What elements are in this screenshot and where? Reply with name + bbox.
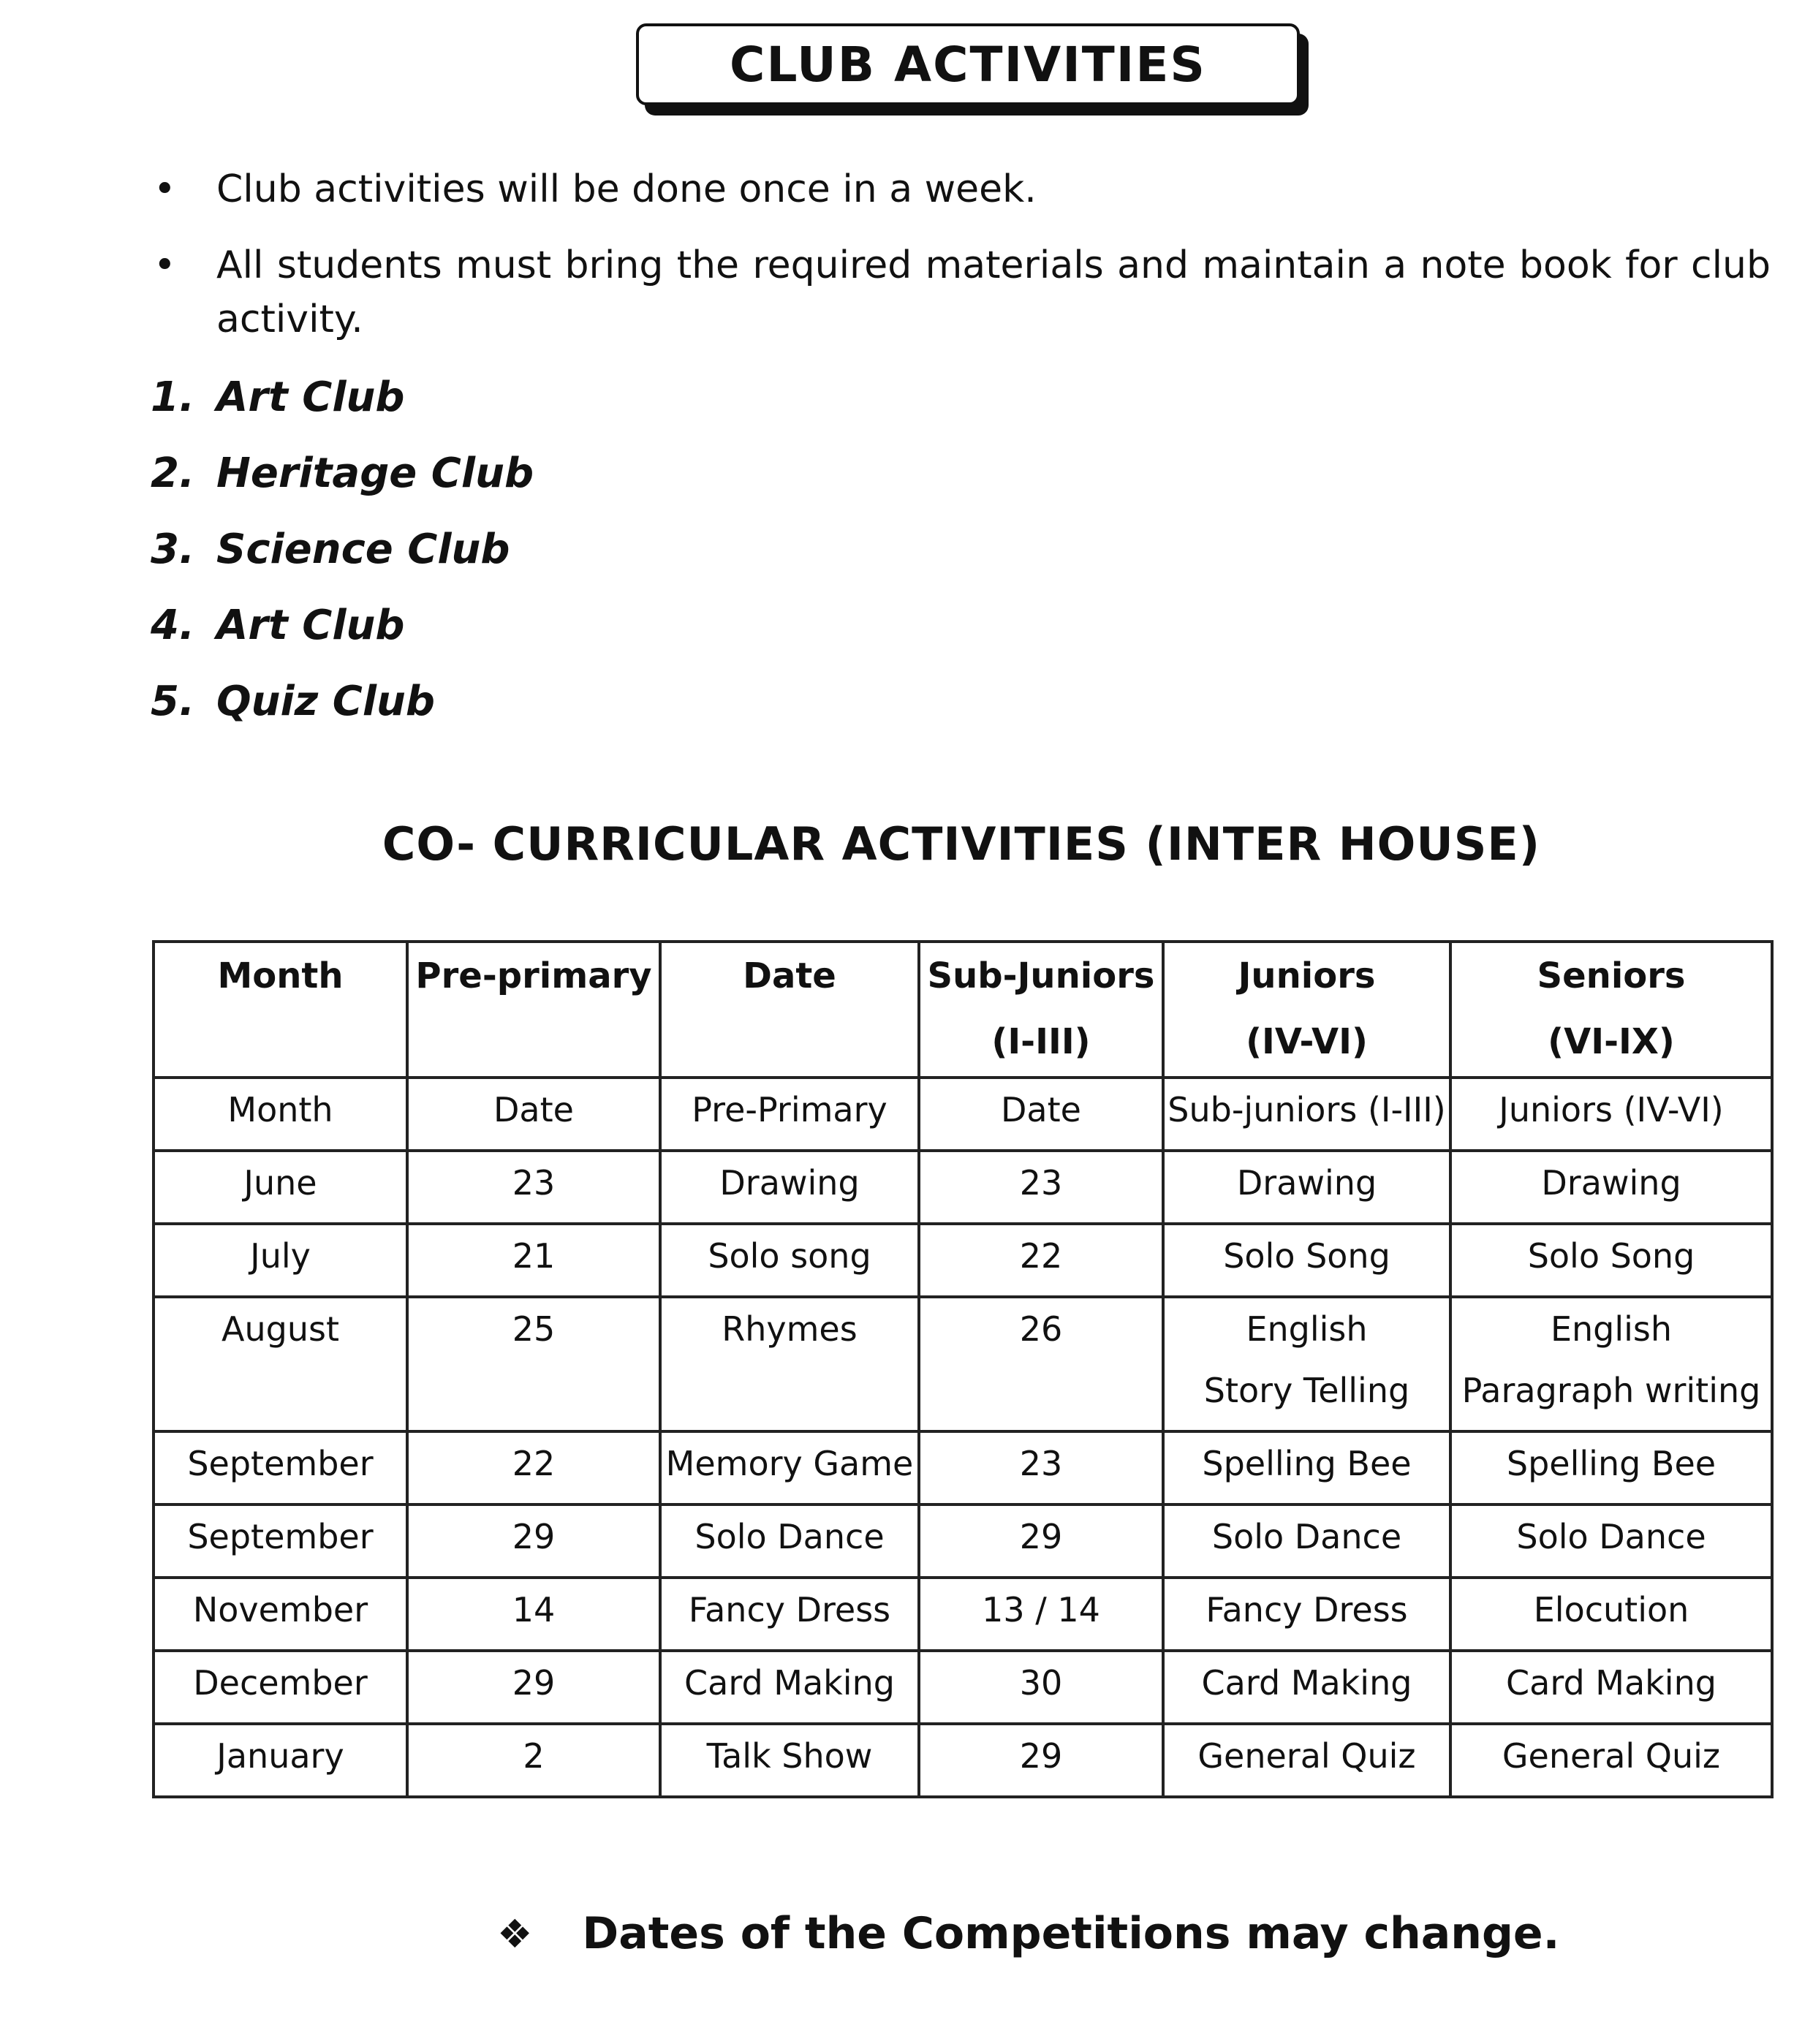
- table-cell: Month: [154, 1078, 407, 1151]
- table-cell: Drawing: [1450, 1151, 1772, 1224]
- bullet-dot-icon: •: [154, 243, 176, 287]
- table-cell: 13 / 14: [919, 1578, 1163, 1651]
- table-cell: Solo song: [660, 1224, 919, 1297]
- bullet-dot-icon: •: [154, 167, 176, 211]
- table-cell: Spelling Bee: [1450, 1431, 1772, 1504]
- header-juniors: Juniors (IV-VI): [1163, 942, 1450, 1078]
- club-item: [151, 673, 534, 749]
- club-name: Art Club: [216, 602, 405, 649]
- table-cell: Solo Song: [1163, 1224, 1450, 1297]
- club-name: Heritage Club: [216, 450, 534, 497]
- table-cell: Sub-juniors (I-III): [1163, 1078, 1450, 1151]
- table-cell: General Quiz: [1163, 1724, 1450, 1797]
- table-cell: 2: [407, 1724, 660, 1797]
- table-cell: Drawing: [660, 1151, 919, 1224]
- bullet-text: Club activities will be done once in a week.: [216, 167, 1037, 211]
- table-cell: 29: [407, 1651, 660, 1724]
- table-cell: January: [154, 1724, 407, 1797]
- table-cell: Date: [407, 1078, 660, 1151]
- table-cell: Date: [919, 1078, 1163, 1151]
- table-row: [154, 1151, 1772, 1224]
- table-row: [154, 1504, 1772, 1578]
- header-month: Month: [154, 942, 407, 1078]
- table-cell: Card Making: [1163, 1651, 1450, 1724]
- activities-table: [152, 940, 1774, 1798]
- table-cell: English Story Telling: [1163, 1297, 1450, 1431]
- table-cell: Card Making: [660, 1651, 919, 1724]
- table-row: [154, 1297, 1772, 1431]
- table-cell: 23: [919, 1431, 1163, 1504]
- table-cell: 29: [919, 1504, 1163, 1578]
- table-cell: Solo Song: [1450, 1224, 1772, 1297]
- club-item: [151, 444, 534, 521]
- table-cell: 25: [407, 1297, 660, 1431]
- table-cell: July: [154, 1224, 407, 1297]
- club-number: 4.: [151, 602, 195, 649]
- table-cell: General Quiz: [1450, 1724, 1772, 1797]
- table-cell: Talk Show: [660, 1724, 919, 1797]
- table-row: [154, 1651, 1772, 1724]
- table-cell: 21: [407, 1224, 660, 1297]
- club-number: 5.: [151, 678, 195, 725]
- header-pre-primary: Pre-primary: [407, 942, 660, 1078]
- table-body: [154, 1078, 1772, 1797]
- club-name: Quiz Club: [216, 678, 436, 725]
- diamond-bullet-icon: ❖: [497, 1910, 533, 1957]
- table-cell: August: [154, 1297, 407, 1431]
- table-row: [154, 1224, 1772, 1297]
- table-cell: Solo Dance: [660, 1504, 919, 1578]
- table-cell: English Paragraph writing: [1450, 1297, 1772, 1431]
- table-header-row: [154, 942, 1772, 1078]
- table-row: [154, 1431, 1772, 1504]
- club-list: [151, 368, 534, 749]
- table-cell: Solo Dance: [1450, 1504, 1772, 1578]
- page-title: CLUB ACTIVITIES: [730, 36, 1206, 93]
- intro-bullets: [151, 162, 1771, 368]
- table-cell: Spelling Bee: [1163, 1431, 1450, 1504]
- table-row: [154, 1724, 1772, 1797]
- table-row: [154, 1578, 1772, 1651]
- header-seniors: Seniors (VI-IX): [1450, 942, 1772, 1078]
- club-item: [151, 521, 534, 597]
- footer-note: [497, 1908, 1559, 1959]
- table-cell: Solo Dance: [1163, 1504, 1450, 1578]
- table-cell: December: [154, 1651, 407, 1724]
- table-row: [154, 1078, 1772, 1151]
- table-cell: Drawing: [1163, 1151, 1450, 1224]
- title-box: [636, 23, 1300, 105]
- header-date: Date: [660, 942, 919, 1078]
- table-cell: Fancy Dress: [1163, 1578, 1450, 1651]
- table-cell: November: [154, 1578, 407, 1651]
- club-number: 3.: [151, 526, 195, 573]
- table-cell: September: [154, 1431, 407, 1504]
- table-cell: Pre-Primary: [660, 1078, 919, 1151]
- table-cell: Memory Game: [660, 1431, 919, 1504]
- table-cell: June: [154, 1151, 407, 1224]
- section-title: CO- CURRICULAR ACTIVITIES (INTER HOUSE): [382, 817, 1541, 871]
- footer-note-text: Dates of the Competitions may change.: [582, 1908, 1560, 1959]
- club-item: [151, 368, 534, 444]
- table-cell: 23: [919, 1151, 1163, 1224]
- bullet-item: [151, 162, 1771, 216]
- table-cell: 14: [407, 1578, 660, 1651]
- table-cell: Elocution: [1450, 1578, 1772, 1651]
- club-item: [151, 597, 534, 673]
- table-cell: 30: [919, 1651, 1163, 1724]
- table-cell: Juniors (IV-VI): [1450, 1078, 1772, 1151]
- table-cell: 26: [919, 1297, 1163, 1431]
- table-cell: 22: [919, 1224, 1163, 1297]
- table-cell: 29: [407, 1504, 660, 1578]
- table-cell: Fancy Dress: [660, 1578, 919, 1651]
- bullet-item: [151, 238, 1771, 347]
- table-cell: Card Making: [1450, 1651, 1772, 1724]
- table-cell: Rhymes: [660, 1297, 919, 1431]
- table-cell: September: [154, 1504, 407, 1578]
- table-cell: 29: [919, 1724, 1163, 1797]
- table-cell: 22: [407, 1431, 660, 1504]
- table-cell: 23: [407, 1151, 660, 1224]
- header-sub-juniors: Sub-Juniors (I-III): [919, 942, 1163, 1078]
- club-number: 2.: [151, 450, 195, 497]
- bullet-text: All students must bring the required materials and maintain a note book for club activity.: [216, 243, 1771, 341]
- club-name: Science Club: [216, 526, 510, 573]
- club-name: Art Club: [216, 374, 405, 421]
- club-number: 1.: [151, 374, 195, 421]
